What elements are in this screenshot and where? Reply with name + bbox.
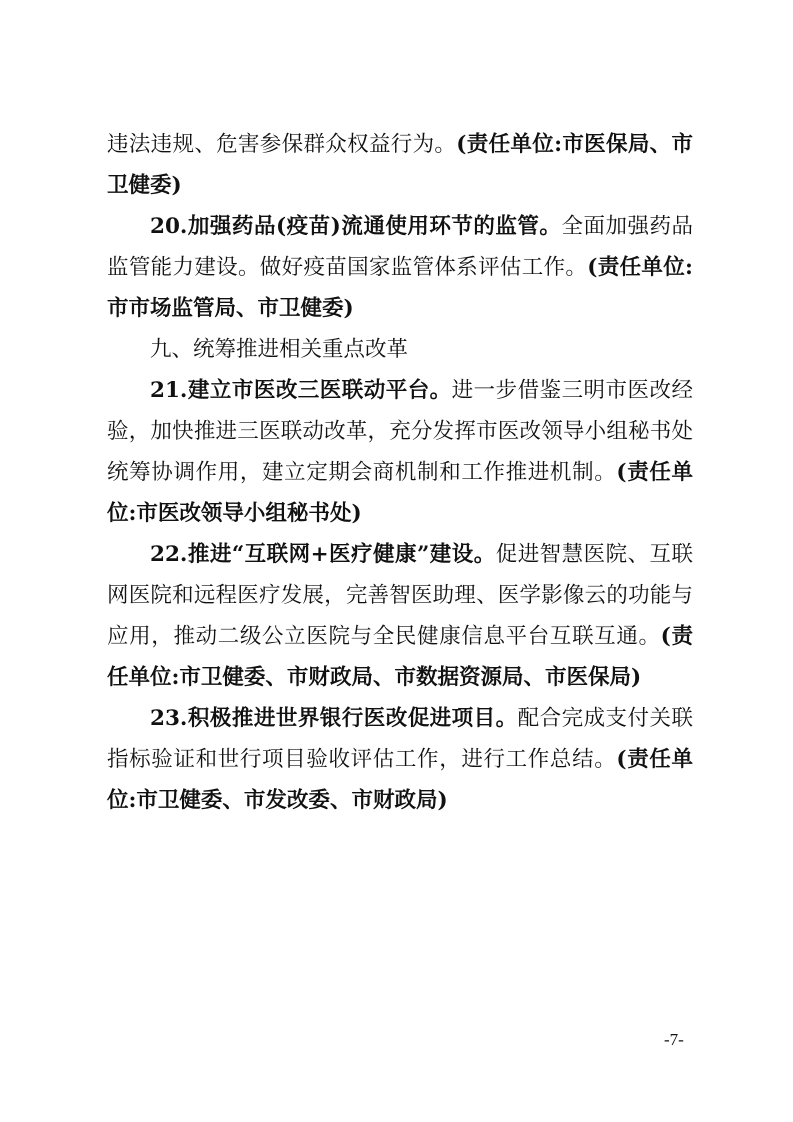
item-title: 20.加强药品(疫苗)流通使用环节的监管。: [150, 214, 562, 239]
paragraph-item-23: [107, 698, 693, 821]
item-title: 22.推进“互联网+医疗健康”建设。: [150, 542, 496, 567]
responsibility-units: (责任单位:市卫健委、市财政局、市数据资源局、市医保局): [107, 624, 693, 690]
responsibility-units: (责任单位:市卫健委、市发改委、市财政局): [107, 747, 693, 813]
paragraph-body: 促进智慧医院、互联网医院和远程医疗发展，完善智医助理、医学影像云的功能与应用，推动二级公立医院与全民健康信息平台互联互通。: [107, 542, 693, 649]
paragraph-item-20: [107, 206, 693, 329]
responsibility-units: (责任单位:市医保局、市卫健委): [107, 132, 693, 198]
paragraph-item-21: [107, 370, 693, 534]
paragraph-body: 进一步借鉴三明市医改经验，加快推进三医联动改革，充分发挥市医改领导小组秘书处统筹协调作用，建立定期会商机制和工作推进机制。: [107, 378, 693, 485]
responsibility-units: (责任单位:市市场监管局、市卫健委): [107, 255, 693, 321]
paragraph-item-22: [107, 534, 693, 698]
paragraph-body: 配合完成支付关联指标验证和世行项目验收评估工作，进行工作总结。: [107, 706, 693, 772]
responsibility-units: (责任单位:市医改领导小组秘书处): [107, 460, 693, 526]
paragraph-body: 违法违规、危害参保群众权益行为。: [107, 132, 457, 157]
paragraph-continuation: [107, 124, 693, 206]
document-body: [107, 124, 693, 821]
item-title: 21.建立市医改三医联动平台。: [150, 378, 452, 403]
page-number: -7-: [664, 1030, 684, 1049]
section-heading: 九、统筹推进相关重点改革: [150, 337, 409, 362]
paragraph-body: 全面加强药品监管能力建设。做好疫苗国家监管体系评估工作。: [107, 214, 693, 280]
item-title: 23.积极推进世界银行医改促进项目。: [150, 706, 518, 731]
